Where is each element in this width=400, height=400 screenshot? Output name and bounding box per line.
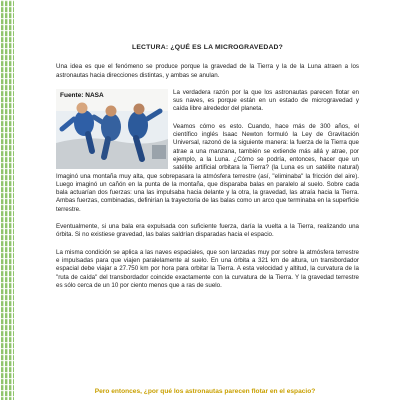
- body-paragraph-2: Veamos cómo es esto. Cuando, hace más de 300 años, el científico inglés Isaac Newton formuló la Ley de Gravitación Universal, razonó de la siguiente manera: la fuerza de la Tierra que atrae a una manzana, también se extiende más allá y atrae, por ejemplo, a la Luna. ¿Cómo se podría, entonces, hacer que un satélite artificial orbitara la Tierra? (la Luna es un satélite natural) Imaginó una montaña muy alta, que sobrepasara la atmósfera terrestre (así, "eliminaba" la fricción del aire). Luego imaginó un cañón en la punta de la montaña, que disparaba balas en paralelo al suelo. Sobre cada bala actuarían dos fuerzas: una las impulsaba hacia delante y la otra, la gravedad, las atraía hacia la Tierra. Ambas fuerzas, combinadas, definirían la trayectoria de las balas como un arco que terminaba en la superficie terrestre.: [56, 122, 359, 213]
- reading-content: [56, 44, 359, 299]
- decorative-border: [0, 0, 14, 400]
- reading-title: LECTURA: ¿QUÉ ES LA MICROGRAVEDAD?: [131, 44, 284, 51]
- intro-paragraph: Una idea es que el fenómeno se produce porque la gravedad de la Tierra y la de la Luna atraen a los astronautas hacia direcciones distintas, y ambas se anulan.: [56, 63, 359, 79]
- closing-question: Pero entonces, ¿por qué los astronautas parecen flotar en el espacio?: [94, 388, 316, 395]
- body-paragraph-3: Eventualmente, si una bala era expulsada con suficiente fuerza, daría la vuelta a la Tierra, realizando una órbita. Si no existiese gravedad, las balas saldrían disparadas hacia el espacio.: [56, 223, 359, 239]
- astronauts-photo: [56, 89, 168, 169]
- astronauts-image: [56, 89, 168, 169]
- body-paragraph-1: La verdadera razón por la que los astronautas parecen flotar en sus naves, es porque están en un estado de microgravedad y caída libre alrededor del planeta.: [173, 88, 359, 113]
- photo-credit: Fuente: NASA: [60, 91, 104, 99]
- body-paragraph-4: La misma condición se aplica a las naves espaciales, que son lanzadas muy por sobre la atmósfera terrestre e impulsadas para que viajen paralelamente al suelo. En una órbita a 321 km de altura, un transbordador espacial debe viajar a 27.750 km por hora para orbitar la Tierra. A esta velocidad y altitud, la curvatura de la "ruta de caída" del transbordador coincide exactamente con la curvatura de la Tierra. Y la gravedad terrestre es sólo cerca de un 10 por ciento menos que a ras de suelo.: [56, 248, 359, 289]
